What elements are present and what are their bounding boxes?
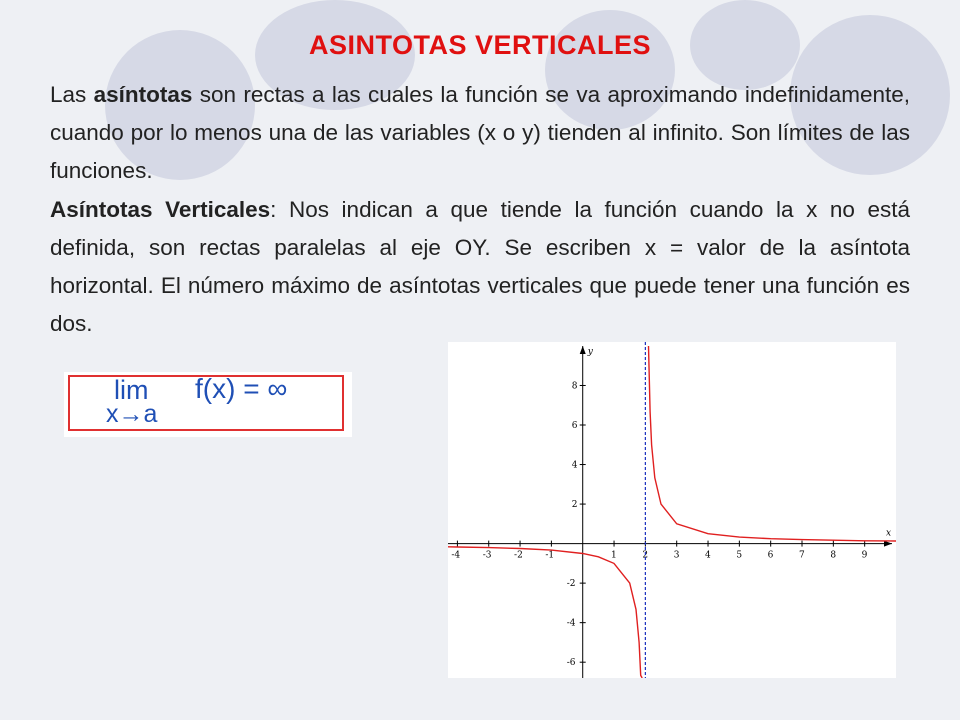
x-tick-label: 6 <box>767 550 774 561</box>
curve-right-branch <box>649 346 897 541</box>
function-graph <box>448 342 896 678</box>
formula-frame <box>68 375 344 431</box>
graph-svg <box>448 342 896 678</box>
paragraph-prefix: Las <box>50 82 94 107</box>
paragraph-body-2: : Nos indican a que tiende la función cuando la x no está definida, son rectas paralelas al eje OY. Se escriben x = valor de la asíntota horizontal. El número máximo de asíntotas verticales que puede tener una función es dos. <box>50 197 911 336</box>
y-tick-label: -4 <box>566 618 576 629</box>
y-tick-label: -2 <box>566 579 576 590</box>
slide-title: ASINTOTAS VERTICALES <box>308 30 652 60</box>
y-tick-label: 2 <box>571 500 578 511</box>
formula-subscript: x→a <box>106 400 158 428</box>
x-tick-label: 8 <box>830 550 837 561</box>
x-tick-label: -3 <box>482 550 492 561</box>
paragraph-body: son rectas a las cuales la función se va aproximando indefinidamente, cuando por lo menos una de las variables (x o y) tienden al infinito. Son límites de las funciones. <box>50 82 910 183</box>
formula-lim: lim <box>114 375 149 405</box>
curve-left-branch <box>448 547 642 678</box>
x-tick-label: -1 <box>545 550 555 561</box>
term-asintotas-verticales: Asíntotas Verticales <box>50 197 271 222</box>
x-tick-label: 1 <box>611 550 617 561</box>
x-tick-label: 4 <box>705 550 711 561</box>
y-axis-arrow <box>580 346 586 354</box>
x-axis-label: x <box>886 528 892 539</box>
formula-fx: f(x) = ∞ <box>195 373 288 404</box>
x-tick-label: -4 <box>451 550 461 561</box>
x-tick-label: 7 <box>799 550 805 561</box>
paragraph-vertical-asymptotes <box>50 191 910 343</box>
y-tick-label: 8 <box>571 381 578 392</box>
term-asintotas: asíntotas <box>93 82 193 107</box>
y-axis-label: y <box>587 347 593 357</box>
y-tick-label: 4 <box>571 460 578 471</box>
y-tick-label: 6 <box>571 421 578 432</box>
x-tick-label: 2 <box>642 550 649 561</box>
x-tick-label: -2 <box>514 550 523 561</box>
x-tick-label: 3 <box>673 550 680 561</box>
paragraph-definition <box>50 76 910 190</box>
limit-formula <box>64 372 352 437</box>
x-tick-label: 5 <box>736 550 743 561</box>
x-tick-label: 9 <box>861 550 868 561</box>
y-tick-label: -6 <box>566 658 576 669</box>
